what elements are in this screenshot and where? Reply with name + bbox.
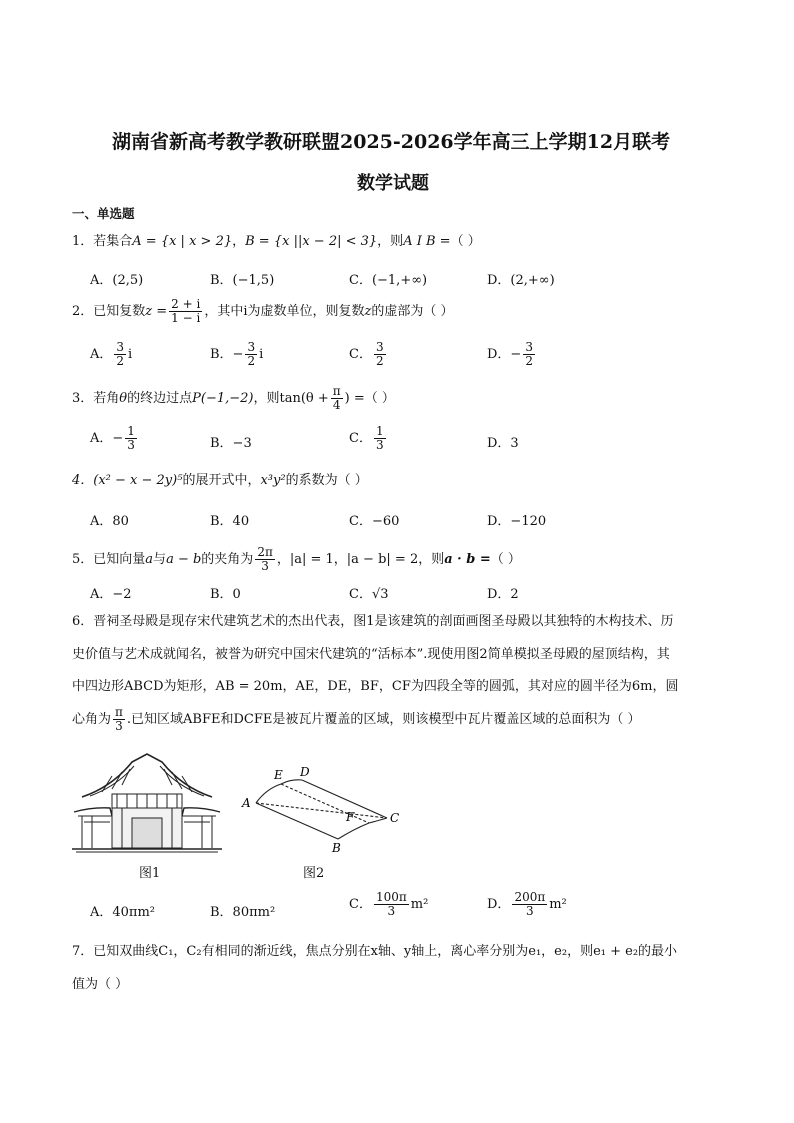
q6-option-b[interactable]: B．80πm² xyxy=(210,905,276,920)
section-heading: 一、单选题 xyxy=(72,206,135,221)
q6-opt-c-label: C． xyxy=(349,897,372,912)
q3-stem-b: 的终边过点 xyxy=(127,391,193,406)
q2-stem-b: ，其中i为虚数单位，则复数 xyxy=(204,304,365,319)
q6-opt-c-frac xyxy=(374,891,409,918)
q4-stem-b: 的系数为（ ） xyxy=(285,473,368,488)
q3-option-c[interactable] xyxy=(349,425,388,452)
q2-opt-c-label: C． xyxy=(349,347,372,362)
q6-opt-d-unit: m² xyxy=(549,897,567,912)
q1-option-d[interactable]: D．(2,+∞) xyxy=(487,273,555,288)
q3-option-d[interactable]: D．3 xyxy=(487,436,519,451)
q6-line-3: 中四边形ABCD为矩形，AB = 20m，AE，DE，BF，CF为四段全等的圆弧，其对应的圆半径为6m，圆 xyxy=(72,679,679,694)
q4-term: x³y² xyxy=(260,473,286,488)
label-a: A xyxy=(242,796,251,810)
q6-option-c[interactable] xyxy=(349,891,428,918)
q6-opt-d-den: 3 xyxy=(526,904,534,918)
q3-option-a[interactable] xyxy=(90,425,139,452)
arc-ed xyxy=(281,780,302,784)
q2-option-a[interactable] xyxy=(90,341,132,368)
document-subtitle: 数学试题 xyxy=(357,173,429,194)
q2-stem-c: 的虚部为（ ） xyxy=(371,304,454,319)
q5-cond1: ，|a| = 1 xyxy=(276,552,334,567)
q2-opt-d-den: 2 xyxy=(525,354,533,368)
figure-2-roof-model xyxy=(236,763,416,855)
q3-opt-a-num: 1 xyxy=(127,424,135,438)
q2-opt-b-label: B．− xyxy=(210,347,244,362)
q6-option-d[interactable] xyxy=(487,891,567,918)
q5-a: a xyxy=(145,552,154,567)
label-d: D xyxy=(300,765,310,779)
q6-opt-d-frac xyxy=(512,891,547,918)
q3-fraction xyxy=(331,385,343,412)
q5-with: 与 xyxy=(153,552,167,567)
figure-2-caption: 图2 xyxy=(303,866,325,881)
q3-stem: 3．若角 xyxy=(72,391,120,406)
q1-expr: A I B = xyxy=(403,234,451,249)
q3-point: P(−1,−2) xyxy=(192,391,254,406)
q2-opt-a-frac xyxy=(114,341,126,368)
q2-z: z = xyxy=(145,304,168,319)
q6-angle-den: 3 xyxy=(115,719,123,733)
q3-opt-a-den: 3 xyxy=(127,438,135,452)
q5-stem-c: ，则 xyxy=(418,552,445,567)
question-3 xyxy=(72,385,395,412)
label-c: C xyxy=(390,811,400,825)
q3-opt-c-label: C． xyxy=(349,431,372,446)
q2-opt-b-den: 2 xyxy=(247,354,256,368)
q6-opt-c-den: 3 xyxy=(387,904,396,918)
q3-opt-a-frac xyxy=(125,425,137,452)
q5-option-d[interactable]: D．2 xyxy=(487,587,519,602)
q3-opt-c-den: 3 xyxy=(375,438,384,452)
q4-stem: 的展开式中， xyxy=(182,473,261,488)
q6-option-a[interactable]: A．40πm² xyxy=(90,905,156,920)
q3-theta: θ xyxy=(119,391,128,406)
q6-line-1: 6．晋祠圣母殿是现存宋代建筑艺术的杰出代表，图1是该建筑的剖面画图圣母殿以其独特的木构技术、历 xyxy=(72,614,674,629)
question-1 xyxy=(72,234,481,250)
q2-opt-d-num: 3 xyxy=(525,340,533,354)
q3-pi: π xyxy=(332,384,341,398)
document-title: 湖南省新高考教学教研联盟2025-2026学年高三上学期12月联考 xyxy=(112,131,671,153)
q2-z2: z xyxy=(364,304,372,319)
q2-opt-a-suffix: i xyxy=(128,347,133,362)
q1-option-c[interactable]: C．(−1,+∞) xyxy=(349,273,428,288)
q3-opt-c-num: 1 xyxy=(375,424,384,438)
q3-stem-c: ，则 xyxy=(253,391,280,406)
q5-option-c[interactable]: C．√3 xyxy=(349,587,389,602)
q3-paren: （ ） xyxy=(364,391,395,406)
edge-ab xyxy=(256,803,338,839)
q2-opt-a-label: A． xyxy=(90,347,113,362)
q2-opt-a-den: 2 xyxy=(116,354,125,368)
figure-1-caption: 图1 xyxy=(139,866,161,881)
arc-bf xyxy=(338,823,369,839)
q5-option-b[interactable]: B．0 xyxy=(210,587,241,602)
question-5 xyxy=(72,546,521,573)
q1-set-a: A = {x | x > 2} xyxy=(132,234,233,249)
q2-stem: 2．已知复数 xyxy=(72,304,146,319)
figure-1-temple-drawing xyxy=(72,752,222,856)
q5-option-a[interactable]: A．−2 xyxy=(90,587,132,602)
q3-close: ) = xyxy=(344,391,365,406)
q6-angle-num: π xyxy=(115,705,123,719)
question-2 xyxy=(72,298,453,325)
q7-line-1: 7．已知双曲线C₁，C₂有相同的渐近线，焦点分别在x轴、y轴上，离心率分别为e₁，e₂，则e₁ + e₂的最小 xyxy=(72,944,678,959)
q2-opt-a-num: 3 xyxy=(116,340,125,354)
q1-set-b: B = {x ||x − 2| < 3} xyxy=(245,234,378,249)
q2-opt-d-label: D．− xyxy=(487,347,522,362)
q5-cond2: ，|a − b| = 2 xyxy=(333,552,419,567)
q6-opt-c-num: 100π xyxy=(375,890,407,904)
q5-den: 3 xyxy=(261,559,269,573)
q5-num: 2π xyxy=(257,545,273,559)
q4-option-d[interactable]: D．−120 xyxy=(487,514,547,529)
q6-opt-d-num: 200π xyxy=(514,890,546,904)
question-4 xyxy=(72,473,368,489)
q5-fraction xyxy=(255,546,275,573)
q5-paren: （ ） xyxy=(490,552,521,567)
q2-opt-d-frac xyxy=(523,341,535,368)
q2-num: 2 + i xyxy=(171,297,201,311)
q1-option-a[interactable]: A．(2,5) xyxy=(90,273,144,288)
q6-angle-fraction xyxy=(113,706,125,733)
q3-tan: tan(θ + xyxy=(279,391,329,406)
q5-dot: a · b = xyxy=(444,552,491,567)
q1-stem-b: ，则 xyxy=(377,234,404,249)
label-b: B xyxy=(332,841,341,855)
q7-line-2: 值为（ ） xyxy=(72,977,129,992)
q5-stem-b: 的夹角为 xyxy=(201,552,254,567)
q4-expr: 4．(x² − x − 2y)⁵ xyxy=(72,473,183,488)
q2-fraction xyxy=(169,298,202,325)
arc-fc xyxy=(369,818,387,823)
arc-ae xyxy=(256,784,281,803)
label-e: E xyxy=(274,768,283,782)
q6-line4-a: 心角为 xyxy=(72,712,112,727)
q5-ab: a − b xyxy=(166,552,202,567)
q2-opt-c-den: 2 xyxy=(375,354,384,368)
q2-opt-b-frac xyxy=(245,341,257,368)
label-f: F xyxy=(346,810,355,824)
q2-opt-c-frac xyxy=(374,341,386,368)
q6-line4-b: .已知区域ABFE和DCFE是被瓦片覆盖的区域，则该模型中瓦片覆盖区域的总面积为（ ） xyxy=(126,712,641,727)
q1-option-b[interactable]: B．(−1,5) xyxy=(210,273,275,288)
q2-option-b[interactable] xyxy=(210,341,263,368)
q6-line-4 xyxy=(72,706,641,733)
q2-den: 1 − i xyxy=(171,311,201,325)
q6-line-2: 史价值与艺术成就闻名，被誉为研究中国宋代建筑的“活标本”.现使用图2简单模拟圣母殿的屋顶结构，其 xyxy=(72,647,670,662)
q1-paren: （ ） xyxy=(450,234,481,249)
q4-option-b[interactable]: B．40 xyxy=(210,514,250,529)
q1-stem: 1．若集合 xyxy=(72,234,133,249)
q1-sep: ， xyxy=(232,234,246,249)
q2-opt-b-suffix: i xyxy=(259,347,264,362)
q3-option-b[interactable]: B．−3 xyxy=(210,436,252,451)
q6-opt-d-label: D． xyxy=(487,897,511,912)
q3-opt-c-frac xyxy=(374,425,386,452)
q4-option-a[interactable]: A．80 xyxy=(90,514,129,529)
q2-option-c[interactable] xyxy=(349,341,388,368)
q5-stem: 5．已知向量 xyxy=(72,552,146,567)
q2-option-d[interactable] xyxy=(487,341,537,368)
q2-opt-b-num: 3 xyxy=(247,340,256,354)
q4-option-c[interactable]: C．−60 xyxy=(349,514,400,529)
q2-opt-c-num: 3 xyxy=(375,340,384,354)
q3-four: 4 xyxy=(332,398,341,412)
q3-opt-a-label: A．− xyxy=(90,431,124,446)
q6-opt-c-unit: m² xyxy=(410,897,429,912)
diag-ac xyxy=(256,803,387,818)
